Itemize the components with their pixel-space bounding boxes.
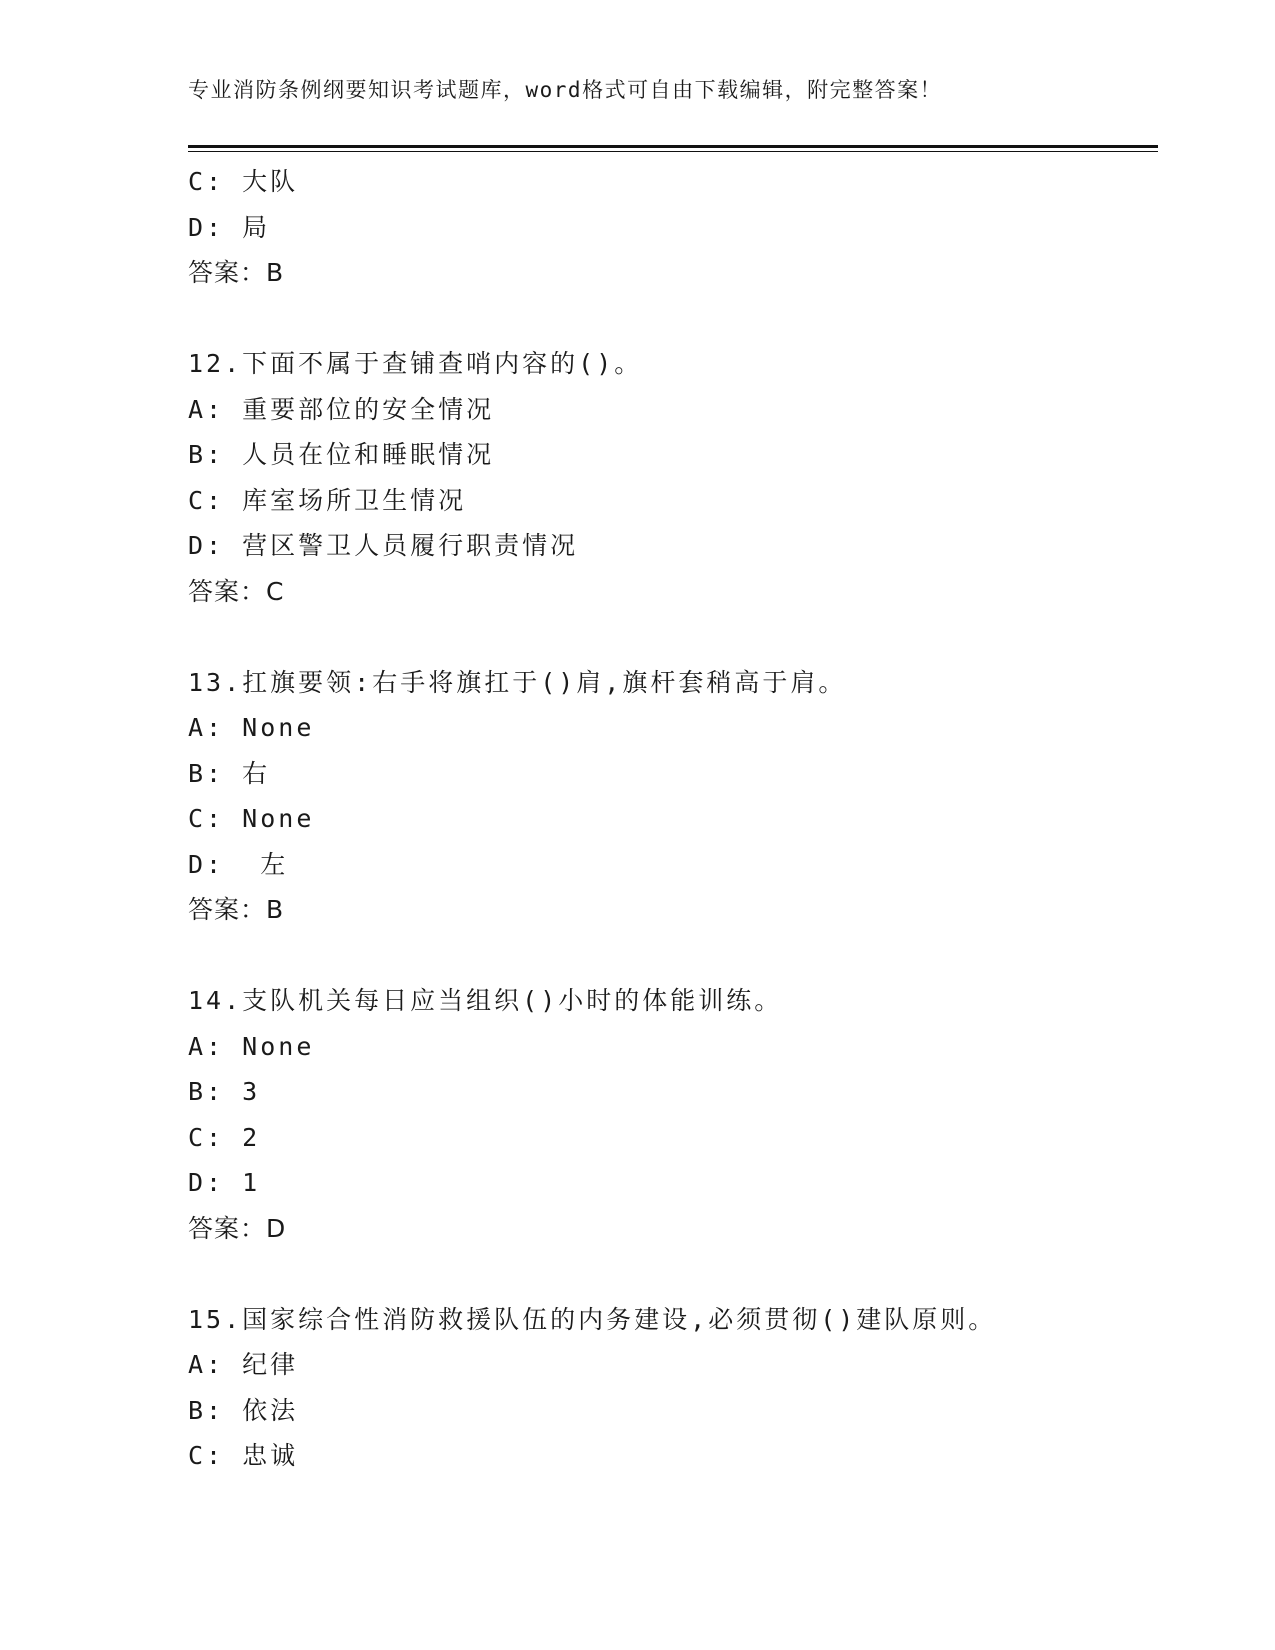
spacer [188, 1251, 1148, 1297]
option-text: 忠诚 [242, 1441, 299, 1470]
option-label: C: [188, 485, 225, 515]
option-text: 2 [242, 1122, 261, 1152]
option-line [188, 432, 1148, 478]
option-line [188, 705, 1148, 751]
option-text: 库室场所卫生情况 [242, 485, 467, 515]
option-label: B: [188, 1077, 225, 1106]
option-label: D: [188, 849, 225, 879]
option-text: 纪律 [242, 1350, 299, 1379]
option-text: 右 [242, 758, 271, 788]
option-text: 依法 [242, 1395, 299, 1425]
option-label: A: [188, 1031, 225, 1061]
option-line [188, 1115, 1148, 1161]
option-label: C: [188, 167, 225, 196]
option-label: C: [188, 1441, 225, 1470]
option-line [188, 1069, 1148, 1115]
question-stem: 15.国家综合性消防救援队伍的内务建设,必须贯彻()建队原则。 [188, 1304, 997, 1334]
option-line [188, 159, 1148, 205]
option-text: 左 [242, 849, 289, 879]
option-label: A: [188, 713, 225, 742]
question-stem: 14.支队机关每日应当组织()小时的体能训练。 [188, 986, 783, 1015]
option-text: None [242, 713, 315, 742]
option-label: A: [188, 394, 225, 424]
option-line [188, 1160, 1148, 1206]
option-label: B: [188, 1395, 225, 1425]
option-line [188, 796, 1148, 842]
question-stem: 12.下面不属于查铺查哨内容的()。 [188, 349, 643, 378]
option-text: 营区警卫人员履行职责情况 [242, 531, 579, 560]
option-text: 大队 [242, 167, 299, 196]
option-label: A: [188, 1350, 225, 1379]
option-text: None [242, 1031, 315, 1061]
option-label: D: [188, 212, 225, 242]
option-line [188, 1388, 1148, 1434]
option-label: B: [188, 440, 225, 469]
option-line [188, 1433, 1148, 1479]
option-text: 3 [242, 1077, 261, 1106]
option-line [188, 387, 1148, 433]
header-rule-thin [188, 151, 1158, 152]
option-label: D: [188, 531, 225, 560]
page-header: 专业消防条例纲要知识考试题库，word格式可自由下载编辑，附完整答案！ [188, 78, 943, 102]
option-text: 重要部位的安全情况 [242, 394, 495, 424]
option-text: 1 [242, 1168, 261, 1197]
option-line [188, 751, 1148, 797]
option-line [188, 478, 1148, 524]
option-text: 局 [242, 212, 271, 242]
option-line [188, 1342, 1148, 1388]
option-line [188, 1024, 1148, 1070]
option-label: C: [188, 804, 225, 833]
option-label: B: [188, 758, 225, 788]
option-line [188, 523, 1148, 569]
option-text: 人员在位和睡眠情况 [242, 440, 495, 469]
answer-line: 答案：D [188, 1213, 287, 1243]
question-list [188, 159, 1148, 1479]
spacer [188, 296, 1148, 342]
option-label: C: [188, 1122, 225, 1152]
question-stem: 13.扛旗要领:右手将旗扛于()肩,旗杆套稍高于肩。 [188, 667, 847, 697]
header-rule-thick [188, 145, 1158, 148]
option-text: None [242, 804, 315, 833]
option-label: D: [188, 1168, 225, 1197]
answer-line: 答案：B [188, 895, 285, 924]
answer-line: 答案：C [188, 576, 285, 606]
spacer [188, 614, 1148, 660]
option-line [188, 842, 1148, 888]
option-line [188, 205, 1148, 251]
spacer [188, 933, 1148, 979]
answer-line: 答案：B [188, 258, 285, 287]
